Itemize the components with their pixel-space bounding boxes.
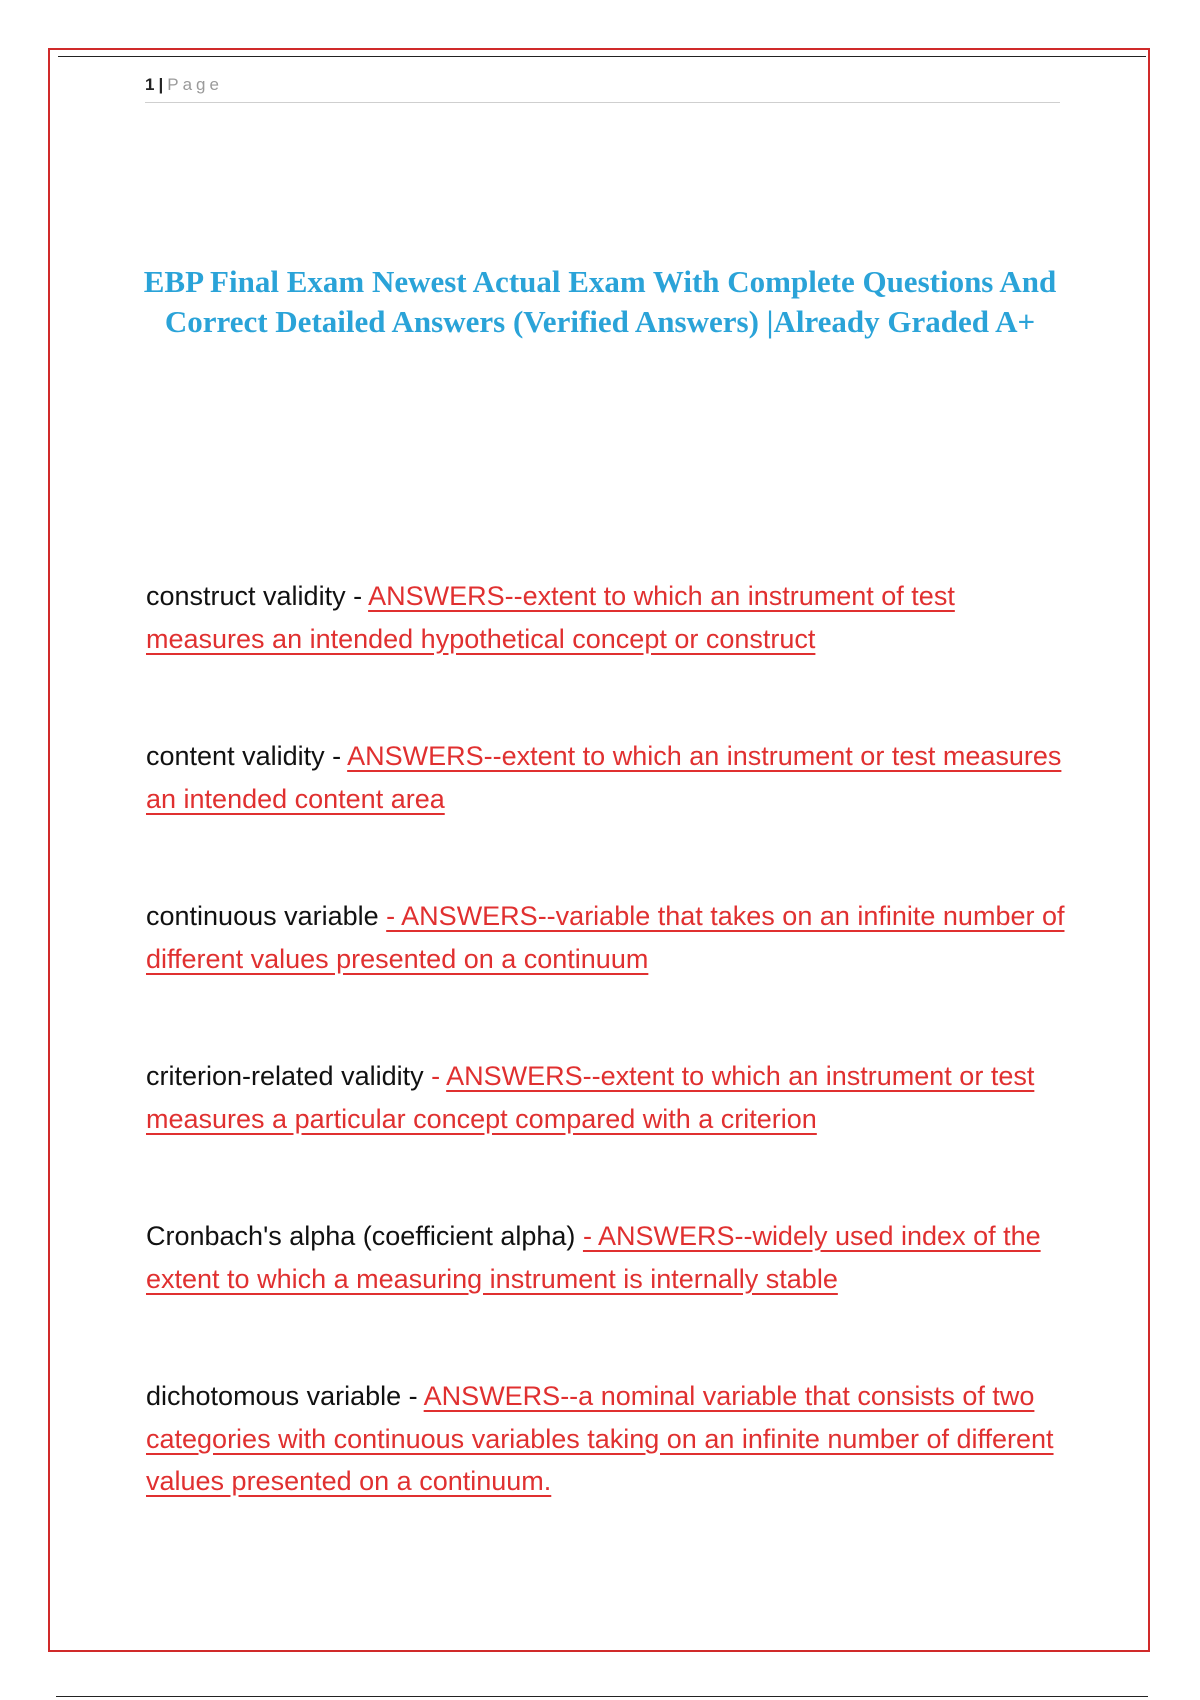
header-separator: | xyxy=(158,75,164,94)
qa-entry xyxy=(146,575,1066,660)
entry-term: content validity xyxy=(146,741,325,771)
entry-term: continuous variable xyxy=(146,901,379,931)
qa-entry xyxy=(146,735,1066,820)
qa-entry xyxy=(146,1215,1066,1300)
entry-dash: - xyxy=(423,1061,447,1091)
entry-dash xyxy=(575,1221,583,1251)
entry-answer: - ANSWERS--widely used index of the extent to which a measuring instrument is internally stable xyxy=(146,1221,1041,1294)
document-title: EBP Final Exam Newest Actual Exam With Complete Questions And Correct Detailed Answers (Verified Answers) |Already Graded A+ xyxy=(143,264,1057,339)
entry-answer: ANSWERS--a nominal variable that consists of two categories with continuous variables taking on an infinite number of different values presented on a continuum. xyxy=(146,1381,1054,1496)
qa-entry xyxy=(146,1375,1066,1503)
page-label: Page xyxy=(167,75,223,94)
bottom-rule xyxy=(56,1696,1148,1697)
entry-answer: ANSWERS--extent to which an instrument or test measures an intended content area xyxy=(146,741,1062,814)
entry-dash: - xyxy=(401,1381,424,1411)
qa-entry xyxy=(146,895,1066,980)
top-rule xyxy=(58,56,1146,57)
qa-entry xyxy=(146,1055,1066,1140)
entry-term: construct validity xyxy=(146,581,346,611)
entry-answer: - ANSWERS--variable that takes on an infinite number of different values presented on a continuum xyxy=(146,901,1065,974)
entry-answer: ANSWERS--extent to which an instrument or test measures a particular concept compared with a criterion xyxy=(146,1061,1035,1134)
page-header xyxy=(145,72,1060,103)
entry-dash: - xyxy=(324,741,348,771)
entry-term: Cronbach's alpha (coefficient alpha) xyxy=(146,1221,576,1251)
entry-term: criterion-related validity xyxy=(146,1061,424,1091)
qa-list xyxy=(146,575,1066,1578)
entry-answer: ANSWERS--extent to which an instrument of test measures an intended hypothetical concept or construct xyxy=(146,581,955,654)
entry-dash: - xyxy=(345,581,369,611)
page-number: 1 xyxy=(145,75,155,94)
entry-term: dichotomous variable xyxy=(146,1381,402,1411)
